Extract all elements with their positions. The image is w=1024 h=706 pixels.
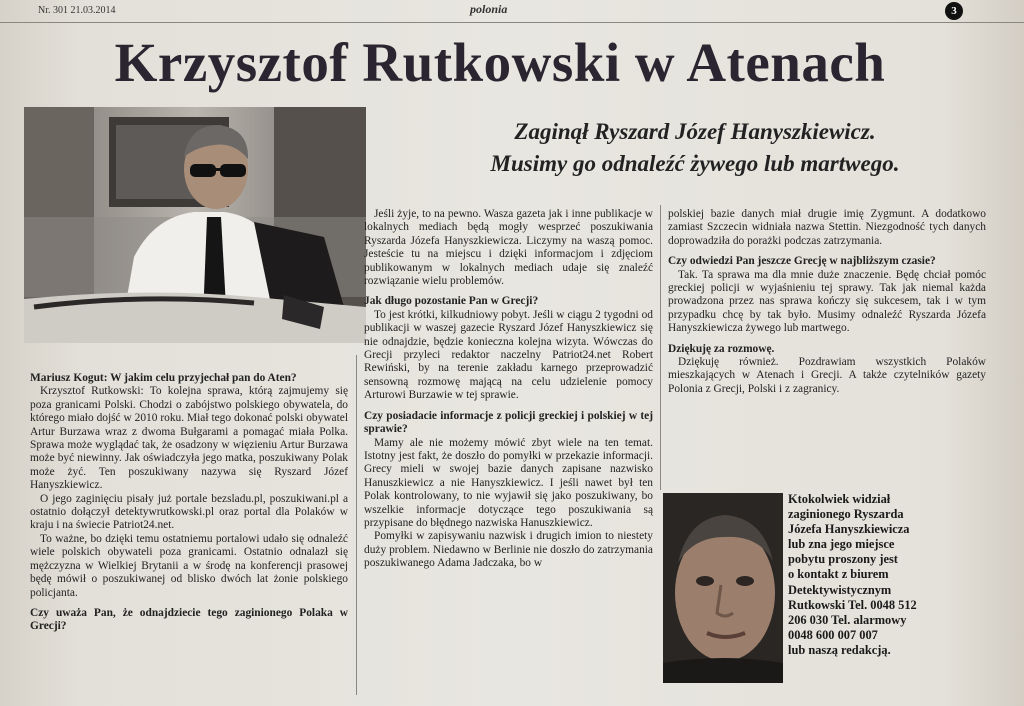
page-header (0, 0, 1024, 23)
interview-answer: Jeśli żyje, to na pewno. Wasza gazeta jak i inne publikacje w lokalnych mediach będą mogły wesprzeć poszukiwania Ryszarda Józefa Hanyszkiewicza. Liczymy na waszą pomoc. Jesteście tu na miejscu i dzięki informacjom i zdjęciom publikowanym w lokalnych mediach udaje się znaleźć rozwiązanie wielu problemów. (364, 208, 653, 288)
notice-line: Rutkowski Tel. 0048 512 (788, 597, 917, 612)
article-column-3 (668, 208, 986, 396)
photo-missing-person (663, 493, 783, 683)
column-divider-2 (660, 205, 661, 490)
notice-line: pobytu proszony jest (788, 552, 898, 567)
interview-answer: To jest krótki, kilkudniowy pobyt. Jeśli w ciągu 2 tygodni od publikacji w waszej gazecie Ryszard Józef Hanyszkiewicz się nie odnajdzie, będzie konieczna kolejna wizyta. Wówczas do Grecji przyleci redaktor naczelny Patriot24.net Robert Rewiński, by na terenie zakładu karnego przeprowadzić sensowną rozmowę mającą na celu udzielenie pomocy Arturowi Burzawie w tej sprawie. (364, 308, 653, 402)
notice-line: lub zna jego miejsce (788, 537, 895, 552)
masthead-logo: polonia (470, 2, 508, 16)
page-number-badge: 3 (945, 2, 963, 20)
article-paragraph: To ważne, bo dzięki temu ostatniemu portalowi udało się odnaleźć wiele polskich obywateli poza granicami. Ostatnio odnalazł się mężczyzna w Wielkiej Brytanii a w środę na konferencji prasowej będę mówił o poszukiwanej od blisko dwóch lat żonie polskiego policjanta. (30, 532, 348, 599)
article-column-1 (30, 372, 348, 634)
notice-line: Ktokolwiek widział (788, 492, 891, 506)
column-divider-1 (356, 355, 357, 695)
interview-question: Czy posiadacie informacje z policji greckiej i polskiej w tej sprawie? (364, 409, 653, 436)
interview-question: Dziękuję za rozmowę. (668, 342, 775, 355)
interview-answer: Dziękuję również. Pozdrawiam wszystkich Polaków mieszkających w Atenach i Grecji. A także czytelników gazety Polonia z Grecji, Polski i z zagranicy. (668, 356, 986, 395)
paragraph-gap (364, 288, 653, 295)
notice-line: Detektywistycznym (788, 582, 892, 597)
article-subheadline (395, 116, 995, 180)
missing-person-notice (788, 492, 988, 658)
paragraph-gap (668, 336, 986, 343)
photo-man-at-car (24, 107, 366, 343)
paragraph-gap (668, 248, 986, 255)
notice-line: o kontakt z biurem (788, 567, 889, 582)
paragraph-gap (30, 600, 348, 607)
article-column-2 (364, 208, 653, 571)
notice-line: lub naszą redakcją. (788, 642, 891, 657)
subheadline-line-1: Zaginął Ryszard Józef Hanyszkiewicz. (514, 119, 876, 144)
interview-answer: Mamy ale nie możemy mówić zbyt wiele na ten temat. Istotny jest fakt, że doszło do pomyłki w przekazie informacji. Grecy mieli w swojej bazie danych zapisane nazwisko Hanuszkiewicz a nie Hanyszkiewicz. I jeśli nawet był ten Polak kontrolowany, to nie wyjawił się jako poszukiwany, bo wszelkie informacje dotyczące tego poszukiwania są przypisane do błędnego nazwiska Hanuszkiewicz. (364, 436, 653, 529)
article-headline: Krzysztof Rutkowski w Atenach (114, 32, 886, 93)
interview-answer: Tak. Ta sprawa ma dla mnie duże znaczenie. Będę chciał pomóc greckiej policji w wyjaśnieniu tej sprawy. Tak jak niemal każda prowadzona przez nas sprawa kończy się sukcesem, tak i w tym przypadku chcę by tak było. Musimy odnaleźć Ryszarda Józefa Hanyszkiewicza żywego lub martwego. (668, 268, 986, 335)
notice-line: 206 030 Tel. alarmowy (788, 612, 907, 627)
article-paragraph: O jego zaginięciu pisały już portale bezsladu.pl, poszukiwani.pl a ostatnio dołączył detektywrutkowski.pl oraz portal dla Polaków w kraju i na świecie Patriot24.net. (30, 492, 348, 532)
interview-question: Mariusz Kogut: W jakim celu przyjechał pan do Aten? (30, 372, 297, 384)
interview-answer: Krzysztof Rutkowski: To kolejna sprawa, którą zajmujemy się poza granicami Polski. Chodzi o zabójstwo polskiego obywatela, do którego miało dojść w 2010 roku. Miał tego dokonać polski obywatel Artur Burzawa wraz z dwoma Bułgarami a pomagać miała Polka. Sprawa może wyglądać tak, że osadzony w więzieniu Artur Burzawa może być niewinny. Jak oświadczyła jego matka, poszukiwany Polak może żyć. Ten poszukiwany nazywa się Ryszard Józef Hanyszkiewicz. (30, 385, 348, 492)
notice-line: Józefa Hanyszkiewicza (788, 522, 910, 537)
interview-answer-continued: polskiej bazie danych miał drugie imię Zygmunt. A dodatkowo zamiast Szczecin widniała nazwa Stettin. Niezgodność tych danych doprowadziła do porażki podczas zatrzymania. (668, 208, 986, 247)
interview-answer: Pomyłki w zapisywaniu nazwisk i drugich imion to niestety duży problem. Niedawno w Berlinie nie doszło do zatrzymania poszukiwanego Adama Jadczaka, bo w (364, 530, 653, 570)
subheadline-line-2: Musimy go odnaleźć żywego lub martwego. (490, 151, 900, 176)
issue-number: Nr. 301 21.03.2014 (38, 5, 116, 16)
interview-question: Czy odwiedzi Pan jeszcze Grecję w najbliższym czasie? (668, 255, 936, 268)
notice-line: zaginionego Ryszarda (788, 507, 904, 522)
interview-question: Jak długo pozostanie Pan w Grecji? (364, 295, 539, 308)
interview-question: Czy uważa Pan, że odnajdziecie tego zaginionego Polaka w Grecji? (30, 606, 348, 633)
paragraph-gap (364, 403, 653, 410)
notice-line: 0048 600 007 007 (788, 627, 878, 642)
